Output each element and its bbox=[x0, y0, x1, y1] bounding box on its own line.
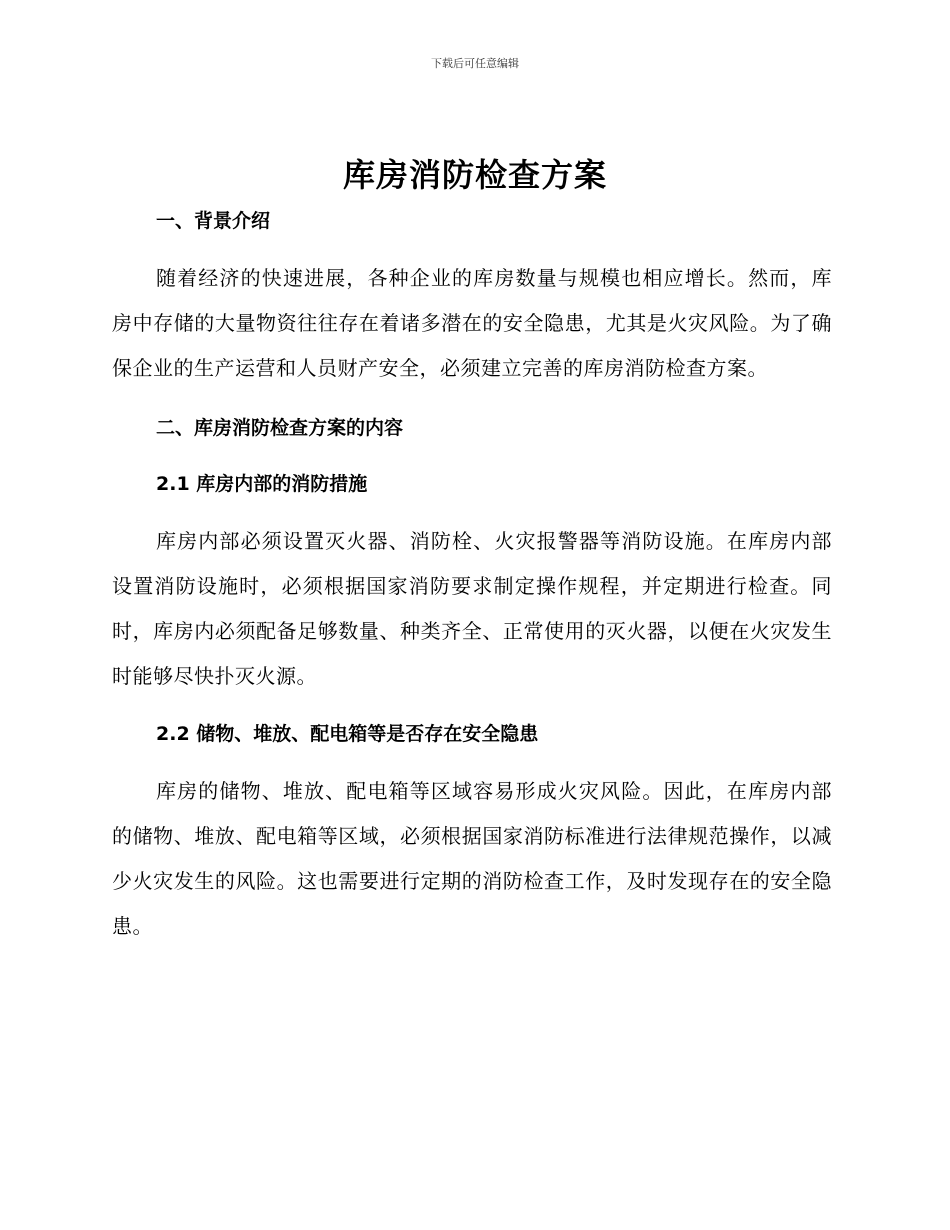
section-heading-plan-content: 二、库房消防检查方案的内容 bbox=[156, 417, 404, 439]
header-note: 下载后可任意编辑 bbox=[431, 57, 519, 70]
document-body bbox=[112, 200, 832, 949]
subsection-heading-2-2: 2.2 储物、堆放、配电箱等是否存在安全隐患 bbox=[156, 723, 539, 745]
subsection-paragraph-2-1: 库房内部必须设置灭火器、消防栓、火灾报警器等消防设施。在库房内部设置消防设施时，必须根据国家消防要求制定操作规程，并定期进行检查。同时，库房内必须配备足够数量、种类齐全、正常使用的灭火器，以便在火灾发生时能够尽快扑灭火源。 bbox=[112, 529, 832, 688]
subsection-paragraph-2-2: 库房的储物、堆放、配电箱等区域容易形成火灾风险。因此，在库房内部的储物、堆放、配电箱等区域，必须根据国家消防标准进行法律规范操作，以减少火灾发生的风险。这也需要进行定期的消防检查工作，及时发现存在的安全隐患。 bbox=[112, 779, 832, 938]
subsection-heading-2-1: 2.1 库房内部的消防措施 bbox=[156, 473, 368, 495]
section-paragraph-background: 随着经济的快速进展，各种企业的库房数量与规模也相应增长。然而，库房中存储的大量物资往往存在着诸多潜在的安全隐患，尤其是火灾风险。为了确保企业的生产运营和人员财产安全，必须建立完善的库房消防检查方案。 bbox=[112, 266, 832, 380]
section-heading-background: 一、背景介绍 bbox=[156, 210, 271, 232]
document-title: 库房消防检查方案 bbox=[342, 156, 607, 194]
